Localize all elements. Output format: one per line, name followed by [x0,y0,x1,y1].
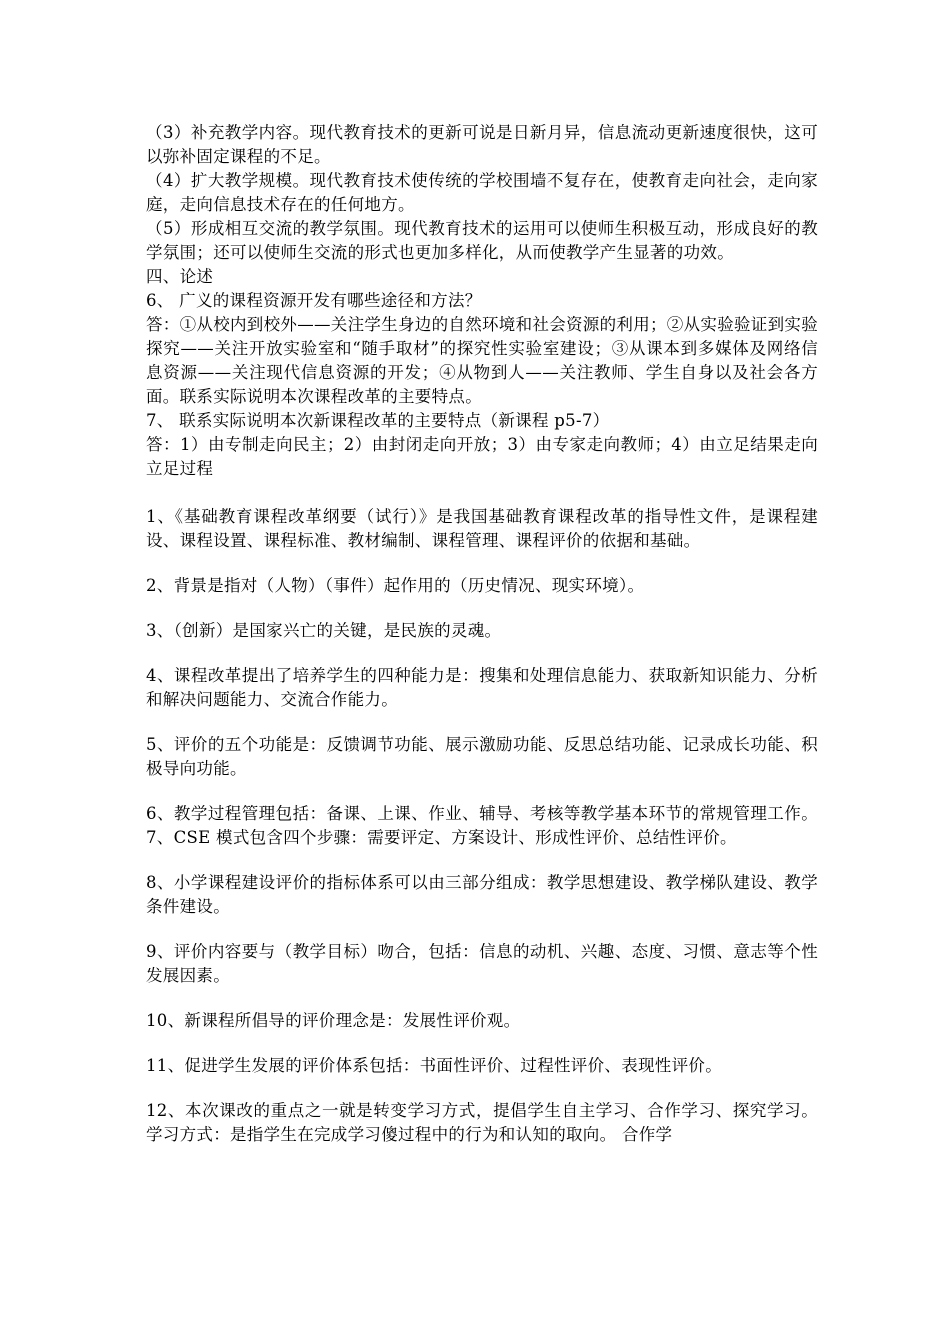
item-10: 10、新课程所倡导的评价理念是：发展性评价观。 [146,1011,521,1030]
paragraph-interactive-atmosphere: （5）形成相互交流的教学氛围。现代教育技术的运用可以使师生积极互动，形成良好的教学氛围；还可以使师生交流的形式也更加多样化，从而使教学产生显著的功效。 [146,219,818,262]
answer-6: 答：①从校内到校外——关注学生身边的自然环境和社会资源的利用；②从实验验证到实验探究——关注开放实验室和“随手取材”的探究性实验室建设；③从课本到多媒体及网络信息资源——关注现代信息资源的开发；④从物到人——关注教师、学生自身以及社会各方面。联系实际说明本次课程改革的主要特点。 [146,315,818,406]
document-page [146,121,818,1147]
item-5: 5、评价的五个功能是：反馈调节功能、展示激励功能、反思总结功能、记录成长功能、积极导向功能。 [146,735,818,778]
item-9: 9、评价内容要与（教学目标）吻合，包括：信息的动机、兴趣、态度、习惯、意志等个性发展因素。 [146,942,818,985]
item-6-7: 6、教学过程管理包括：备课、上课、作业、辅导、考核等教学基本环节的常规管理工作。 7、CSE 模式包含四个步骤：需要评定、方案设计、形成性评价、总结性评价。 [146,804,818,847]
item-4: 4、课程改革提出了培养学生的四种能力是：搜集和处理信息能力、获取新知识能力、分析和解决问题能力、交流合作能力。 [146,666,818,709]
question-7: 7、 联系实际说明本次新课程改革的主要特点（新课程 p5-7） [146,411,610,430]
item-12: 12、本次课改的重点之一就是转变学习方式，提倡学生自主学习、合作学习、探究学习。 学习方式：是指学生在完成学习傻过程中的行为和认知的取向。 合作学 [146,1101,818,1144]
paragraph-expand-scale: （4）扩大教学规模。现代教育技术使传统的学校围墙不复存在，使教育走向社会，走向家庭，走向信息技术存在的任何地方。 [146,171,818,214]
item-2: 2、背景是指对（人物）（事件）起作用的（历史情况、现实环境）。 [146,576,645,595]
section-heading-discussion: 四、论述 [146,267,214,286]
paragraph-supplement-content: （3）补充教学内容。现代教育技术的更新可说是日新月异，信息流动更新速度很快，这可以弥补固定课程的不足。 [146,123,818,166]
item-11: 11、促进学生发展的评价体系包括：书面性评价、过程性评价、表现性评价。 [146,1056,722,1075]
item-3: 3、（创新）是国家兴亡的关键，是民族的灵魂。 [146,621,502,640]
answer-7: 答：1）由专制走向民主；2）由封闭走向开放；3）由专家走向教师；4）由立足结果走向立足过程 [146,435,818,478]
item-8: 8、小学课程建设评价的指标体系可以由三部分组成：教学思想建设、教学梯队建设、教学条件建设。 [146,873,818,916]
question-6: 6、 广义的课程资源开发有哪些途径和方法？ [146,291,482,310]
item-1: 1、《基础教育课程改革纲要（试行）》是我国基础教育课程改革的指导性文件，是课程建设、课程设置、课程标准、教材编制、课程管理、课程评价的依据和基础。 [146,507,818,550]
